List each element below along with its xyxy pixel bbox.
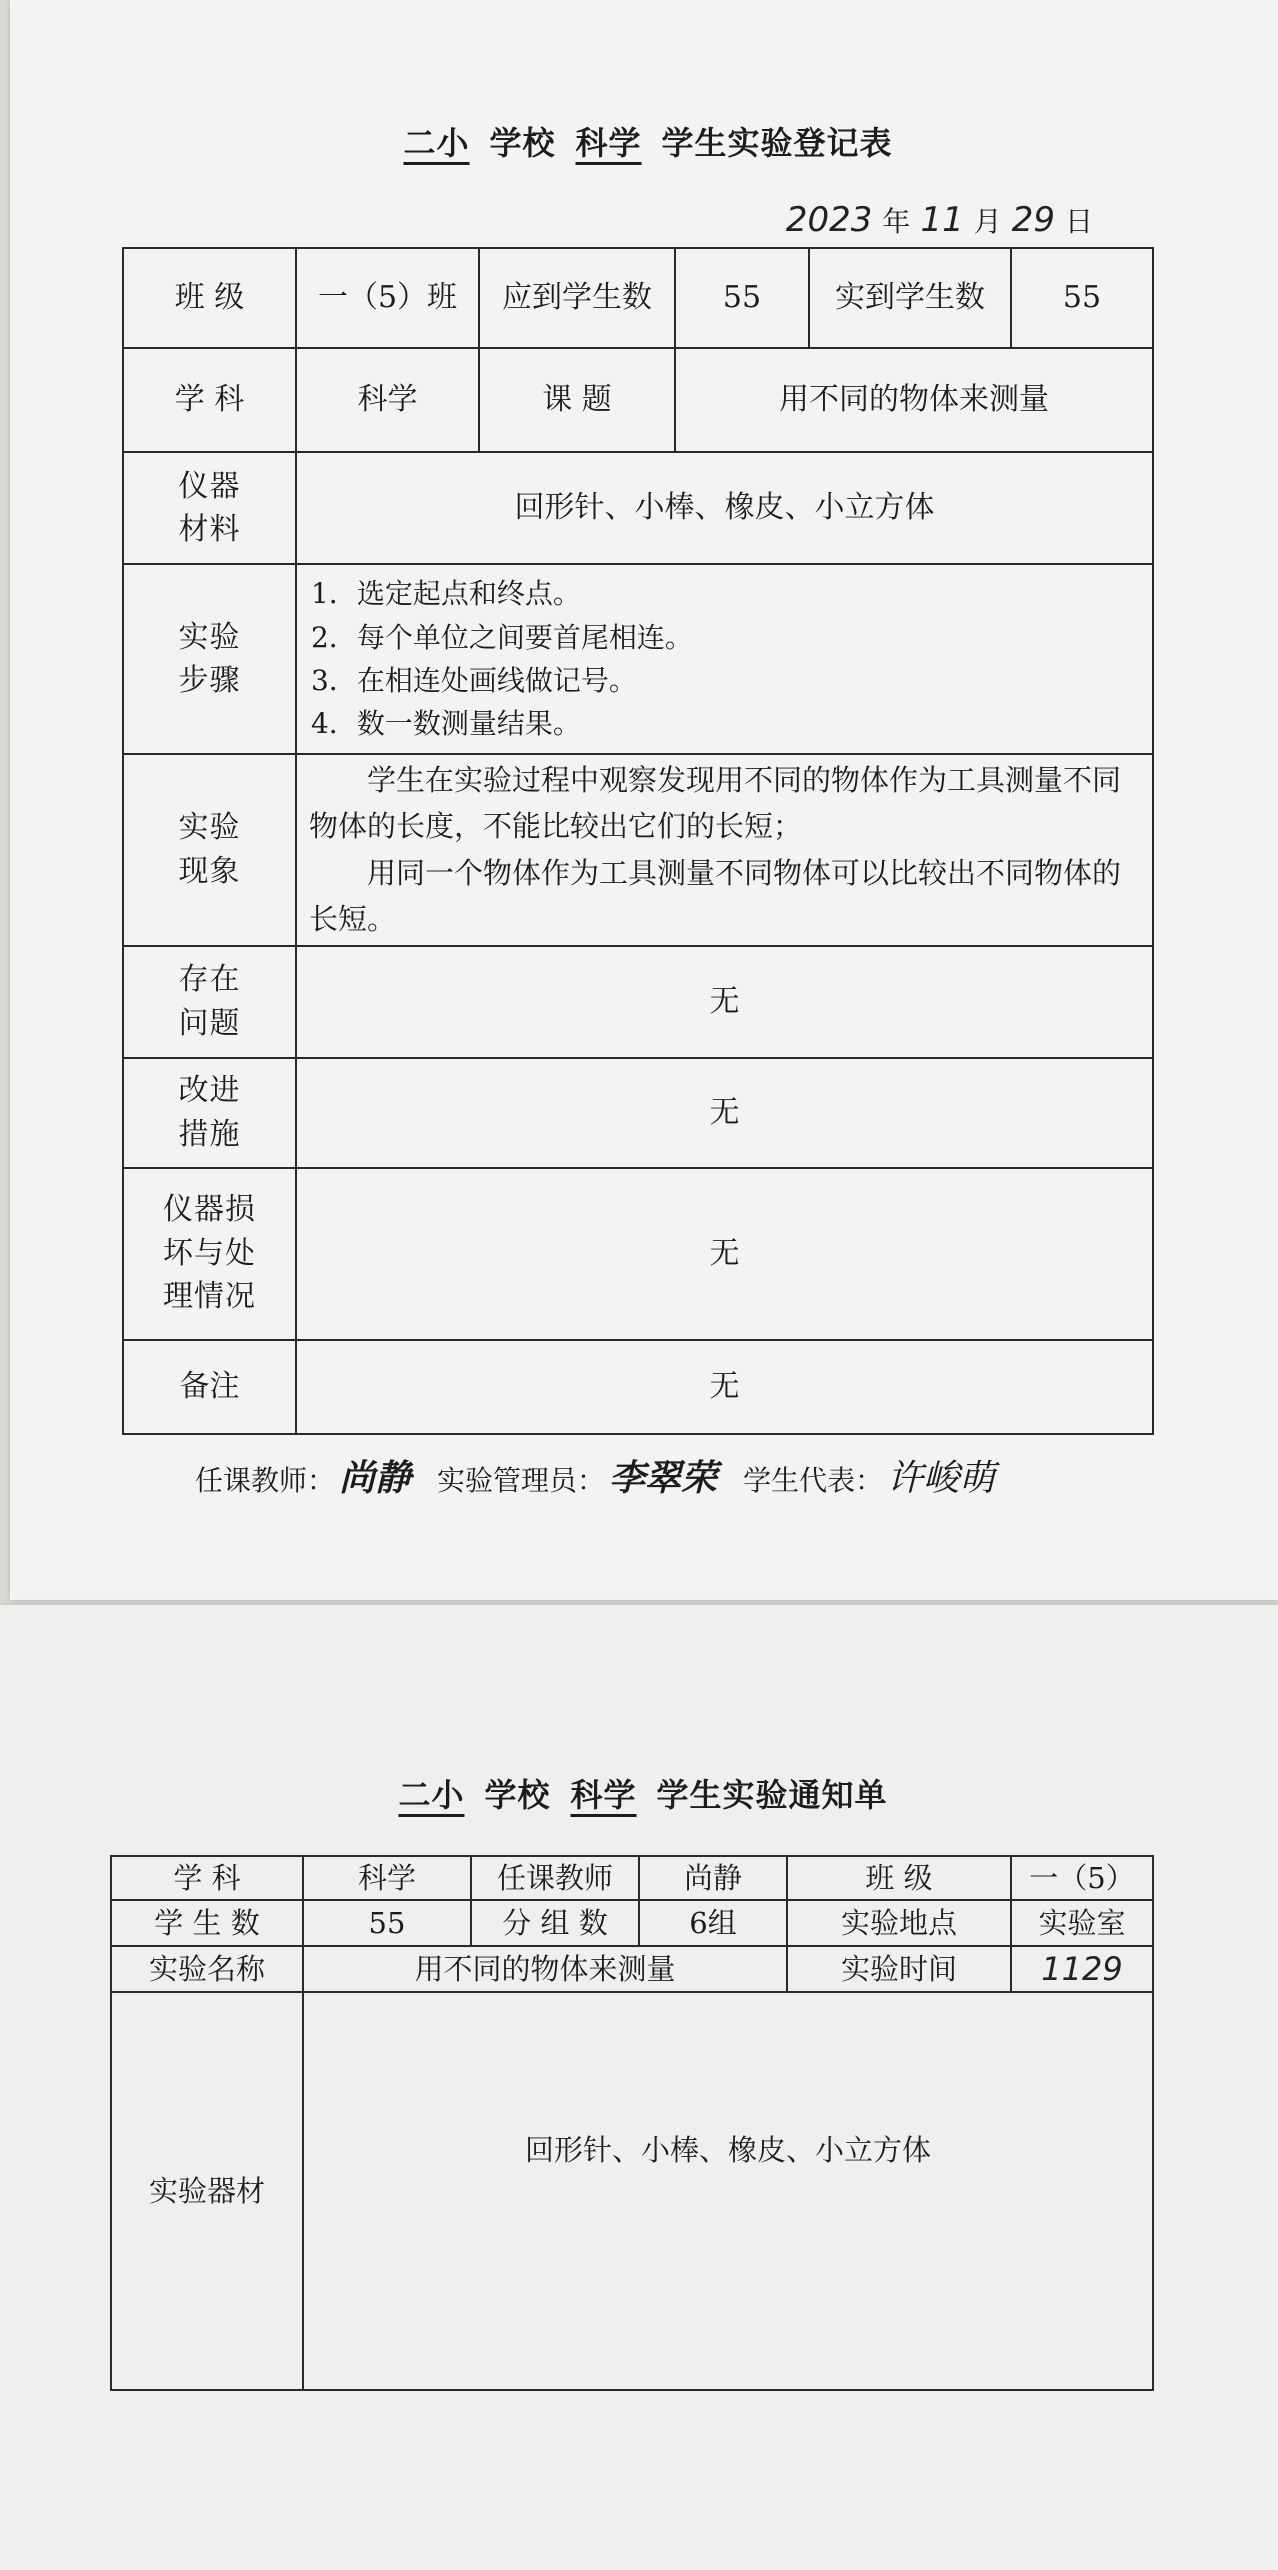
admin-sign-label: 实验管理员： — [437, 1464, 606, 1497]
step-item: 3．在相连处画线做记号。 — [311, 664, 637, 697]
step-item: 1．选定起点和终点。 — [311, 577, 581, 611]
notice-teacher-value: 尚静 — [639, 1856, 787, 1900]
admin-signature: 李翠荣 — [609, 1458, 718, 1499]
notice-sheet — [0, 1605, 1278, 2570]
signature-line — [195, 1450, 1021, 1501]
notice-title-subject: 科学 — [570, 1776, 637, 1814]
notice-groups-value: 6组 — [639, 1900, 787, 1946]
improvement-label-line2: 措施 — [178, 1116, 241, 1152]
notice-equipment-label: 实验器材 — [111, 1992, 303, 2390]
actual-students-label: 实到学生数 — [809, 248, 1011, 348]
teacher-signature: 尚静 — [339, 1458, 412, 1499]
date-month-unit: 月 — [973, 205, 1002, 238]
notice-table — [110, 1855, 1154, 2391]
student-rep-label: 学生代表： — [743, 1464, 884, 1497]
notice-location-label: 实验地点 — [787, 1900, 1011, 1946]
title-doc-name: 学生实验登记表 — [661, 124, 893, 162]
date-day-unit: 日 — [1064, 205, 1093, 238]
notice-teacher-label: 任课教师 — [471, 1856, 639, 1900]
steps-label-line2: 步骤 — [178, 663, 241, 698]
phenomenon-label — [123, 754, 296, 946]
phenomenon-text — [296, 754, 1153, 946]
equipment-label — [123, 452, 296, 564]
registration-table — [122, 247, 1154, 1435]
notice-students-label: 学 生 数 — [111, 1900, 303, 1946]
date-year-unit: 年 — [882, 205, 911, 238]
phenomenon-paragraph-1: 学生在实验过程中观察发现用不同的物体作为工具测量不同物体的长度，不能比较出它们的长短； — [309, 763, 1122, 844]
problems-label-line2: 问题 — [178, 1005, 241, 1041]
registration-date — [776, 200, 1093, 240]
remarks-label: 备注 — [123, 1340, 296, 1434]
steps-label — [123, 564, 296, 754]
notice-title — [0, 1770, 1278, 1816]
title-subject: 科学 — [575, 124, 642, 162]
phenomenon-paragraph-2: 用同一个物体作为工具测量不同物体可以比较出不同物体的长短。 — [309, 855, 1122, 937]
date-month: 11 — [920, 200, 964, 240]
equipment-value: 回形针、小棒、橡皮、小立方体 — [296, 452, 1153, 564]
notice-groups-label: 分 组 数 — [471, 1900, 639, 1946]
registration-title — [10, 118, 1278, 164]
damage-label-line3: 理情况 — [163, 1279, 256, 1315]
notice-title-doc-name: 学生实验通知单 — [656, 1776, 888, 1814]
phenomenon-label-line1: 实验 — [178, 810, 241, 846]
steps-label-line1: 实验 — [178, 619, 241, 655]
notice-students-value: 55 — [303, 1900, 471, 1946]
notice-subject-value: 科学 — [303, 1856, 471, 1900]
problems-value: 无 — [296, 946, 1153, 1058]
class-value: 一（5）班 — [296, 248, 479, 348]
expected-students-label: 应到学生数 — [479, 248, 675, 348]
damage-label-line2: 坏与处 — [163, 1235, 256, 1271]
topic-label: 课 题 — [479, 348, 675, 452]
remarks-value: 无 — [296, 1340, 1153, 1434]
steps-list — [296, 564, 1153, 754]
student-rep-signature: 许峻萌 — [887, 1458, 996, 1499]
title-school: 二小 — [403, 124, 470, 162]
registration-sheet — [10, 0, 1278, 1600]
date-year: 2023 — [785, 200, 873, 240]
improvement-label-line1: 改进 — [178, 1073, 241, 1109]
improvement-value: 无 — [296, 1058, 1153, 1168]
damage-label — [123, 1168, 296, 1340]
notice-time-label: 实验时间 — [787, 1946, 1011, 1992]
equipment-label-line1: 仪器 — [178, 468, 241, 504]
teacher-sign-label: 任课教师： — [195, 1464, 336, 1497]
problems-label — [123, 946, 296, 1058]
damage-value: 无 — [296, 1168, 1153, 1340]
subject-label: 学 科 — [123, 348, 296, 452]
notice-title-school: 二小 — [398, 1776, 465, 1814]
step-item: 2．每个单位之间要首尾相连。 — [311, 620, 693, 654]
improvement-label — [123, 1058, 296, 1168]
notice-title-school-suffix: 学校 — [484, 1776, 551, 1814]
date-day: 29 — [1011, 200, 1055, 240]
damage-label-line1: 仪器损 — [163, 1192, 256, 1228]
notice-location-value: 实验室 — [1011, 1900, 1153, 1946]
notice-name-label: 实验名称 — [111, 1946, 303, 1992]
actual-students-value: 55 — [1011, 248, 1153, 348]
phenomenon-label-line2: 现象 — [178, 853, 241, 889]
notice-subject-label: 学 科 — [111, 1856, 303, 1900]
notice-equipment-value: 回形针、小棒、橡皮、小立方体 — [303, 1992, 1153, 2390]
notice-time-value: 1129 — [1011, 1946, 1153, 1992]
class-label: 班 级 — [123, 248, 296, 348]
notice-class-value: 一（5） — [1011, 1856, 1153, 1900]
notice-class-label: 班 级 — [787, 1856, 1011, 1900]
notice-name-value: 用不同的物体来测量 — [303, 1946, 787, 1992]
topic-value: 用不同的物体来测量 — [675, 348, 1153, 452]
expected-students-value: 55 — [675, 248, 809, 348]
equipment-label-line2: 材料 — [178, 512, 241, 547]
problems-label-line1: 存在 — [178, 962, 241, 998]
step-item: 4．数一数测量结果。 — [311, 707, 581, 741]
title-school-suffix: 学校 — [489, 124, 556, 162]
subject-value: 科学 — [296, 348, 479, 452]
